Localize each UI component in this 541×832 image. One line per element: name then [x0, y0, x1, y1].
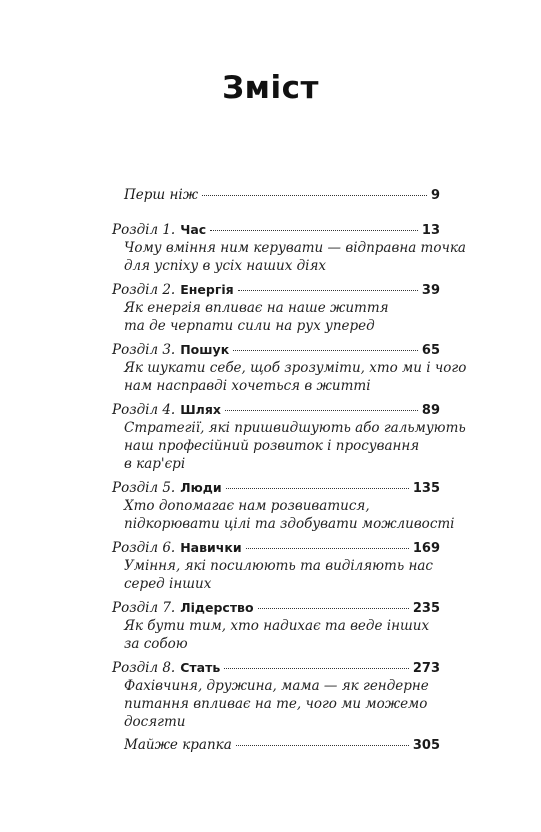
chapter-prefix: Розділ 5.: [112, 480, 176, 496]
toc-page-number: 39: [421, 283, 440, 298]
dot-leader: [246, 548, 409, 549]
toc-page-number: 65: [421, 343, 440, 358]
chapter-title: Енергія: [180, 282, 234, 297]
chapter-description-line: підкорювати цілі та здобувати можливості: [124, 516, 455, 532]
dot-leader: [258, 608, 409, 609]
chapter-description-line: Як бути тим, хто надихає та веде інших: [124, 618, 430, 634]
chapter-description-line: наш професійний розвиток і просування: [124, 438, 420, 454]
chapter-prefix: Розділ 3.: [112, 342, 176, 358]
dot-leader: [233, 350, 418, 351]
dot-leader: [238, 290, 418, 291]
toc-entry-chapter-7[interactable]: [112, 598, 440, 653]
chapter-description-line: для успіху в усіх наших діях: [124, 258, 327, 274]
chapter-title: Шлях: [180, 402, 221, 417]
chapter-title: Лідерство: [180, 600, 254, 615]
chapter-prefix: Розділ 8.: [112, 660, 176, 676]
dot-leader: [236, 745, 409, 746]
chapter-description-line: Чому вміння ним керувати — відправна точка: [124, 240, 466, 256]
chapter-description-line: в кар'єрі: [124, 456, 186, 472]
chapter-title: Пошук: [180, 342, 230, 357]
chapter-description-line: Фахівчиня, дружина, мама — як гендерне: [124, 678, 429, 694]
toc-entry-chapter-8[interactable]: [112, 658, 440, 731]
chapter-description-line: нам насправді хочеться в житті: [124, 378, 371, 394]
toc-page-number: 235: [412, 601, 440, 616]
toc-entry-label: Перш ніж: [124, 187, 199, 203]
toc-page-number: 89: [421, 403, 440, 418]
toc-page-number: 135: [412, 481, 440, 496]
toc-page-number: 13: [421, 223, 440, 238]
toc-entry-label: Майже крапка: [124, 737, 232, 753]
table-of-contents: [112, 186, 467, 755]
dot-leader: [224, 668, 409, 669]
toc-entry-chapter-6[interactable]: [112, 538, 440, 593]
chapter-description-line: Уміння, які посилюють та виділяють нас: [124, 558, 433, 574]
dot-leader: [226, 488, 409, 489]
toc-entry-chapter-1[interactable]: [112, 220, 466, 275]
toc-entry-chapter-2[interactable]: [112, 280, 440, 335]
chapter-title: Навички: [180, 540, 242, 555]
chapter-prefix: Розділ 2.: [112, 282, 176, 298]
chapter-description-line: питання впливає на те, чого ми можемо: [124, 696, 428, 712]
dot-leader: [202, 195, 427, 196]
toc-entry-chapter-5[interactable]: [112, 478, 455, 533]
toc-page-number: 9: [430, 188, 440, 203]
dot-leader: [210, 230, 418, 231]
chapter-prefix: Розділ 1.: [112, 222, 176, 238]
chapter-prefix: Розділ 6.: [112, 540, 176, 556]
chapter-description-line: серед інших: [124, 576, 212, 592]
chapter-description-line: Як енергія впливає на наше життя: [124, 300, 389, 316]
toc-page-number: 305: [412, 738, 440, 753]
chapter-description-line: за собою: [124, 636, 188, 652]
dot-leader: [225, 410, 418, 411]
toc-page-number: 169: [412, 541, 440, 556]
chapter-prefix: Розділ 4.: [112, 402, 176, 418]
toc-entry-chapter-4[interactable]: [112, 400, 466, 473]
chapter-description-line: Хто допомагає нам розвиватися,: [124, 498, 370, 514]
chapter-list: [112, 220, 467, 731]
toc-entry-outro[interactable]: [112, 736, 440, 755]
chapter-prefix: Розділ 7.: [112, 600, 176, 616]
toc-entry-intro[interactable]: [112, 186, 440, 205]
chapter-title: Люди: [180, 480, 222, 495]
chapter-description-line: Стратегії, які пришвидшують або гальмують: [124, 420, 466, 436]
chapter-title: Час: [180, 222, 207, 237]
chapter-description-line: Як шукати себе, щоб зрозуміти, хто ми і чого: [124, 360, 467, 376]
chapter-description-line: досягти: [124, 714, 186, 730]
chapter-description-line: та де черпати сили на рух уперед: [124, 318, 375, 334]
toc-entry-chapter-3[interactable]: [112, 340, 467, 395]
chapter-title: Стать: [180, 660, 221, 675]
page-title: Зміст: [222, 70, 319, 106]
toc-page-number: 273: [412, 661, 440, 676]
